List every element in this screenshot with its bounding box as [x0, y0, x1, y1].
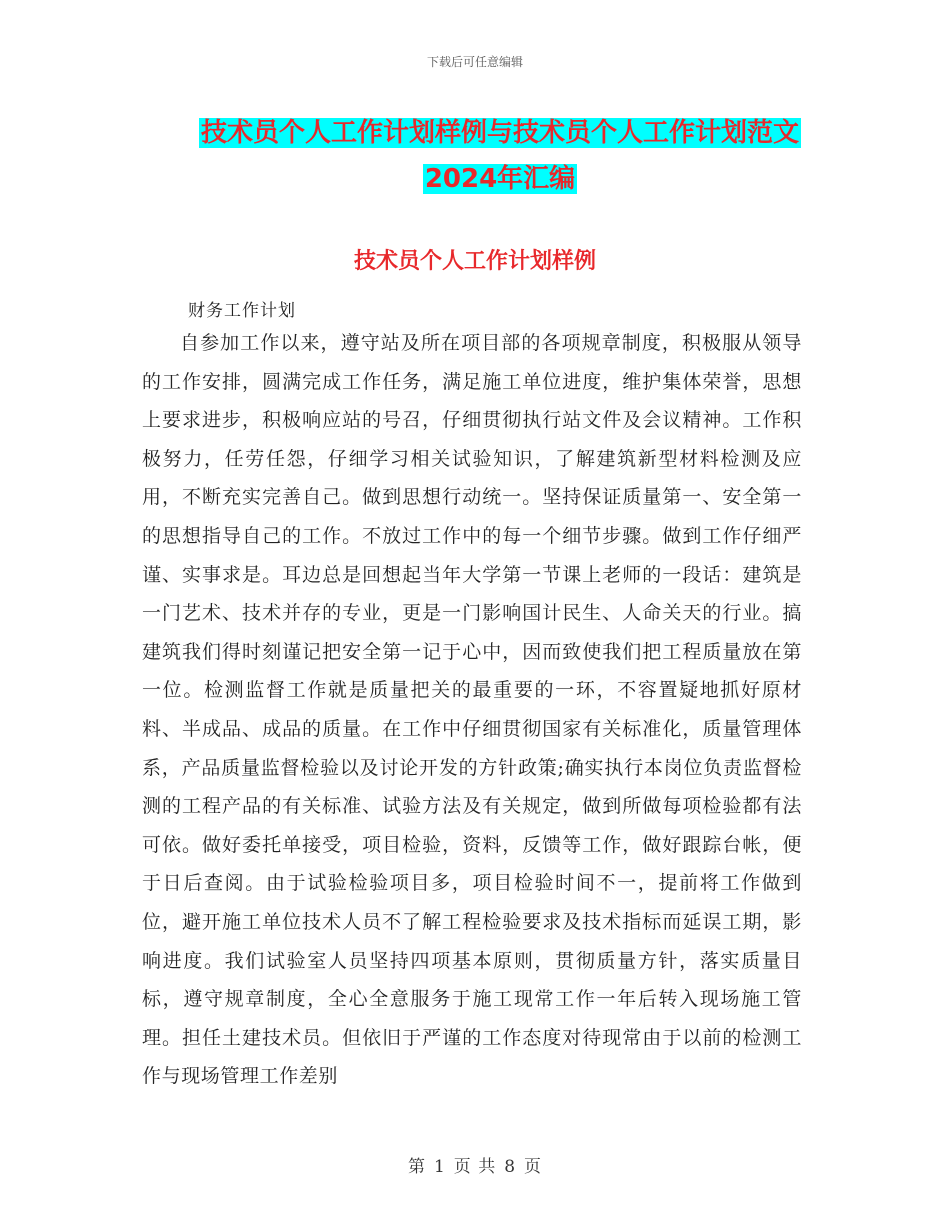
footer-page-total: 8	[504, 1157, 517, 1177]
footer-suffix: 页	[524, 1157, 543, 1177]
document-title-line1: 技术员个人工作计划样例与技术员个人工作计划范文	[200, 118, 799, 148]
body-paragraph: 自参加工作以来，遵守站及所在项目部的各项规章制度，积极服从领导的工作安排，圆满完成工作任务，满足施工单位进度，维护集体荣誉，思想上要求进步，积极响应站的号召，仔细贯彻执行站文件及会议精神。工作积极努力，任劳任怨，仔细学习相关试验知识，了解建筑新型材料检测及应用，不断充实完善自己。做到思想行动统一。坚持保证质量第一、安全第一的思想指导自己的工作。不放过工作中的每一个细节步骤。做到工作仔细严谨、实事求是。耳边总是回想起当年大学第一节课上老师的一段话：建筑是一门艺术、技术并存的专业，更是一门影响国计民生、人命关天的行业。搞建筑我们得时刻谨记把安全第一记于心中，因而致使我们把工程质量放在第一位。检测监督工作就是质量把关的最重要的一环，不容置疑地抓好原材料、半成品、成品的质量。在工作中仔细贯彻国家有关标准化，质量管理体系，产品质量监督检验以及讨论开发的方针政策;确实执行本岗位负责监督检测的工程产品的有关标准、试验方法及有关规定，做到所做每项检验都有法可依。做好委托单接受，项目检验，资料，反馈等工作，做好跟踪台帐，便于日后查阅。由于试验检验项目多，项目检验时间不一，提前将工作做到位，避开施工单位技术人员不了解工程检验要求及技术指标而延误工期，影响进度。我们试验室人员坚持四项基本原则，贯彻质量方针，落实质量目标，遵守规章制度，全心全意服务于施工现常工作一年后转入现场施工管理。担任土建技术员。但依旧于严谨的工作态度对待现常由于以前的检测工作与现场管理工作差别	[142, 332, 802, 1088]
footer-page-number: 1	[433, 1157, 446, 1177]
page-footer	[0, 1152, 950, 1177]
document-title-line2: 2024年汇编	[424, 164, 576, 194]
footer-prefix: 第	[407, 1157, 426, 1177]
header-note: 下载后可任意编辑	[426, 55, 523, 69]
section-title: 技术员个人工作计划样例	[353, 249, 596, 274]
footer-middle: 页 共	[453, 1157, 497, 1177]
document-title	[130, 110, 870, 202]
section-label: 财务工作计划	[188, 301, 296, 321]
